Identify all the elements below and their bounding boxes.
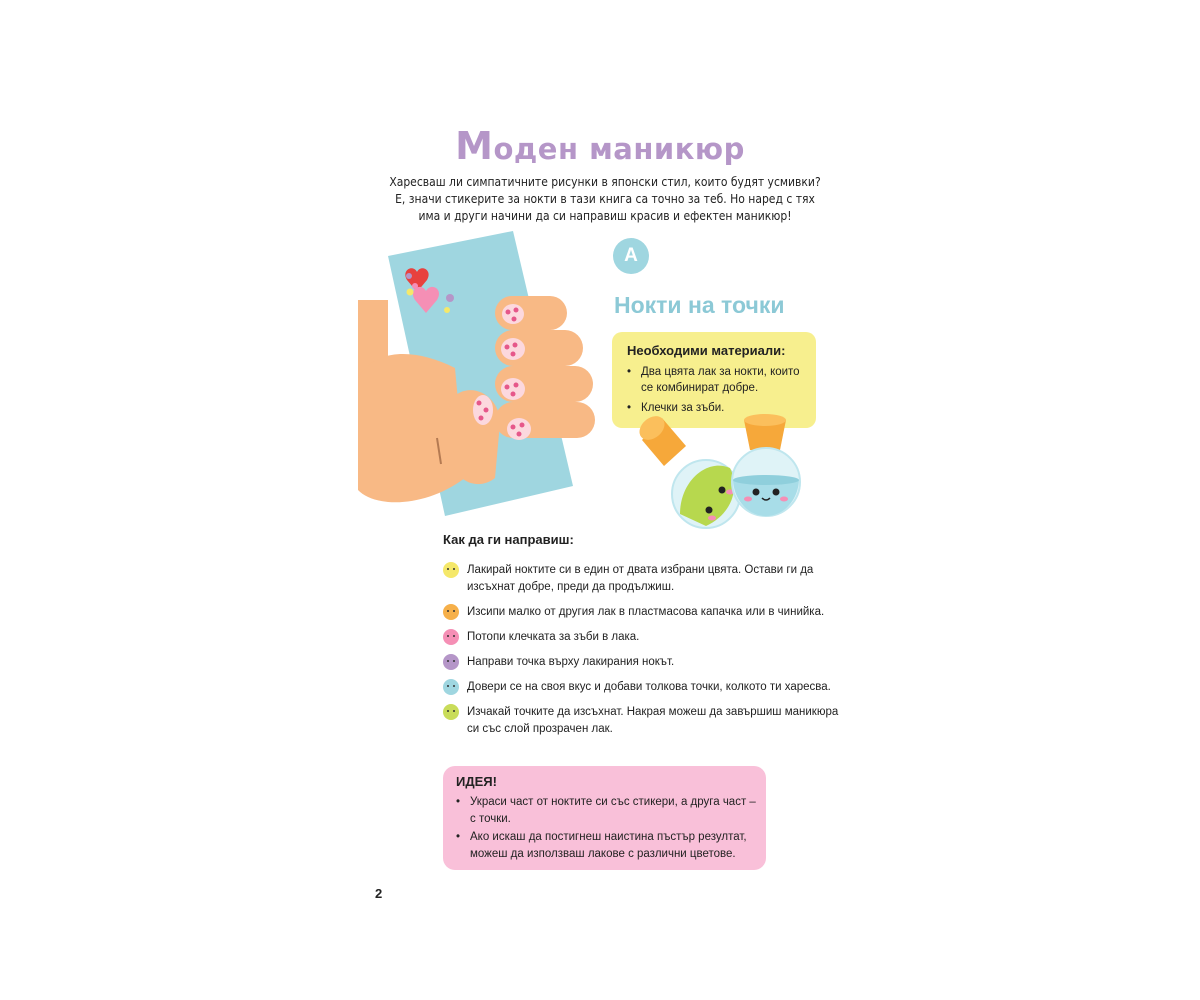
- dotted-nail: [501, 338, 525, 360]
- dotted-nail: [501, 378, 525, 400]
- hand-illustration: [355, 228, 605, 518]
- step-text: Направи точка върху лакирания нокът.: [467, 656, 675, 668]
- step-item: [443, 704, 843, 738]
- smiley-icon: [443, 562, 459, 578]
- title-rest: оден маникюр: [493, 132, 745, 166]
- step-text: Лакирай ноктите си в един от двата избрани цвята. Остави ги да изсъхнат добре, преди да продължиш.: [467, 564, 814, 593]
- bottle-face-eye: [753, 489, 760, 496]
- bottle-face-eye: [719, 487, 726, 494]
- step-text: Изчакай точките да изсъхнат. Накрая можеш да завършиш маникюра си със слой прозрачен лак.: [467, 706, 839, 735]
- intro-text: [380, 174, 830, 225]
- idea-heading: ИДЕЯ!: [456, 774, 497, 789]
- idea-box: [443, 766, 766, 870]
- smiley-icon: [443, 629, 459, 645]
- section-title: Нокти на точки: [614, 292, 785, 318]
- dotted-nail: [507, 418, 531, 440]
- smiley-icon: [443, 679, 459, 695]
- howto-heading: Как да ги направиш:: [443, 532, 574, 547]
- idea-item: • Украси част от ноктите си със стикери, а друга част – с точки.: [456, 794, 756, 828]
- step-text: Изсипи малко от другия лак в пластмасова капачка или в чинийка.: [467, 606, 825, 618]
- intro-line-2: Е, значи стикерите за нокти в тази книга са точно за теб. Но наред с тях: [395, 192, 815, 206]
- smiley-icon: [443, 604, 459, 620]
- page-title: [0, 124, 1200, 168]
- smiley-icon: [443, 654, 459, 670]
- intro-line-1: Харесваш ли симпатичните рисунки в японски стил, които будят усмивки?: [389, 175, 821, 189]
- intro-line-3: има и други начини да си направиш красив и ефектен маникюр!: [418, 209, 792, 223]
- idea-list: [456, 794, 756, 864]
- step-text: Довери се на своя вкус и добави толкова точки, колкото ти харесва.: [467, 681, 831, 693]
- idea-item: • Ако искаш да постигнеш наистина пъстър резултат, можеш да използваш лакове с различни цветове.: [456, 829, 756, 863]
- step-item: [443, 604, 843, 621]
- smiley-icon: [443, 704, 459, 720]
- dotted-nail: [473, 395, 493, 425]
- section-badge: А: [613, 238, 649, 274]
- step-item: [443, 629, 843, 646]
- polish-bottles-illustration: [632, 406, 804, 530]
- materials-heading: Необходими материали:: [627, 343, 786, 358]
- materials-item: • Клечки за зъби.: [627, 400, 807, 416]
- step-item: [443, 562, 843, 596]
- page-number: 2: [375, 886, 383, 901]
- materials-item: • Два цвята лак за нокти, които се комбинират добре.: [627, 364, 807, 396]
- steps-list: [443, 562, 843, 746]
- title-initial: М: [455, 124, 494, 168]
- step-item: [443, 654, 843, 671]
- step-item: [443, 679, 843, 696]
- bottle-face-eye: [706, 507, 713, 514]
- bottle-face-eye: [773, 489, 780, 496]
- step-text: Потопи клечката за зъби в лака.: [467, 631, 640, 643]
